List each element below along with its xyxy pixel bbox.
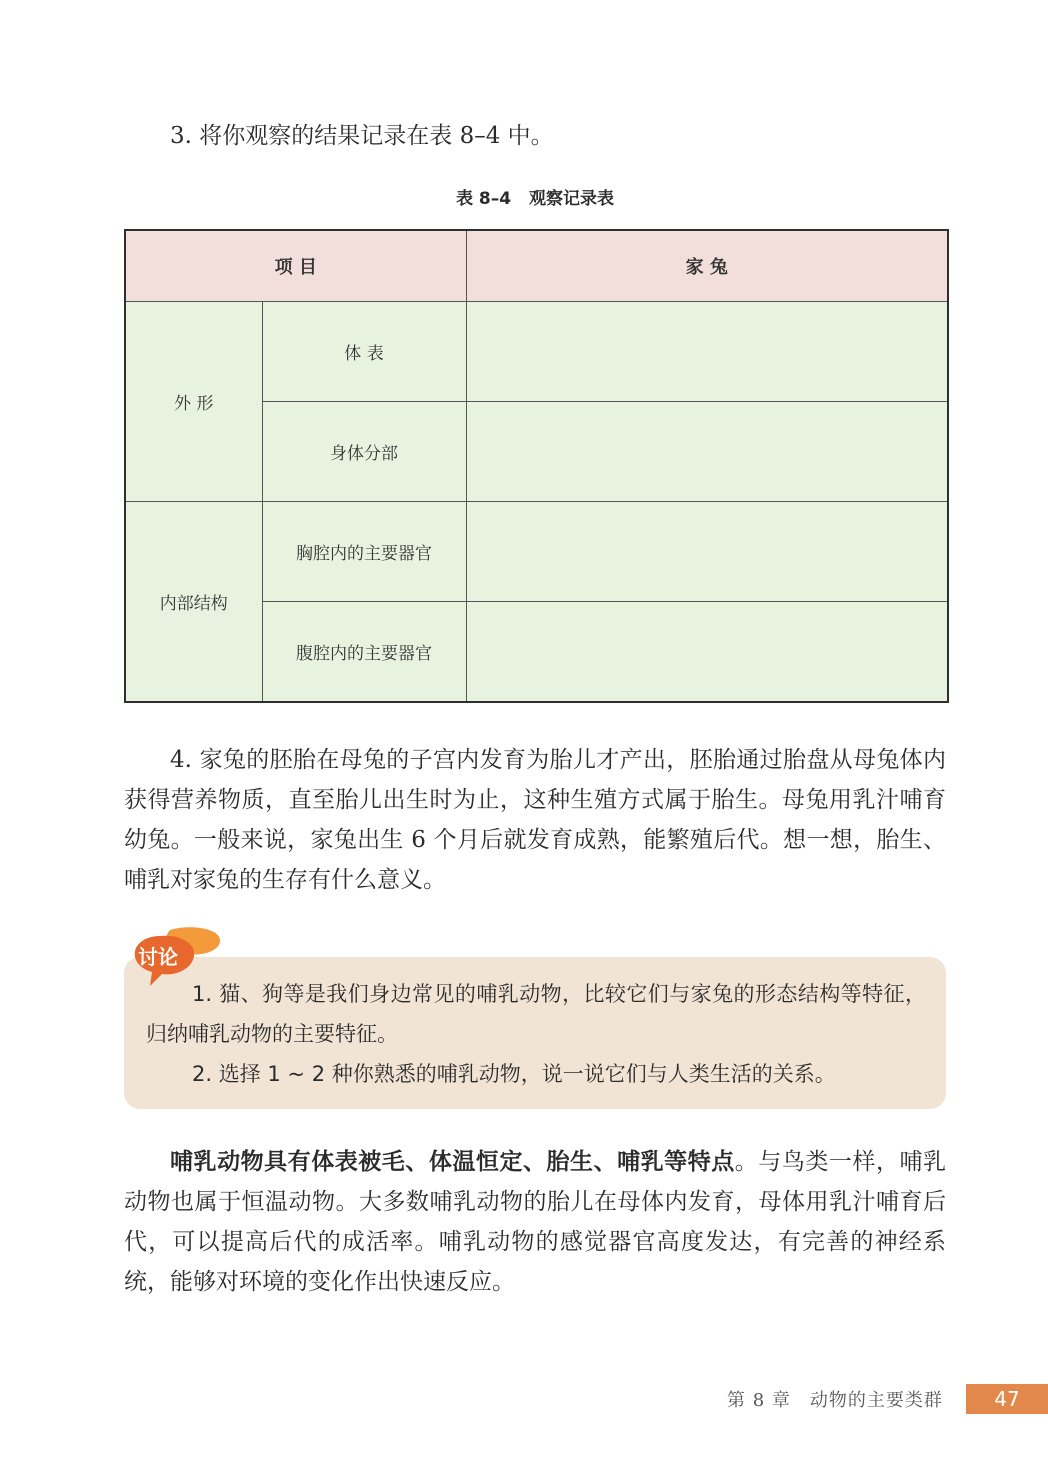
group-internal: 内部结构 <box>125 502 262 702</box>
discussion-question-2: 2. 选择 1 ~ 2 种你熟悉的哺乳动物，说一说它们与人类生活的关系。 <box>192 1062 836 1086</box>
row-body-surface: 体 表 <box>262 302 466 402</box>
group-external: 外 形 <box>125 302 262 502</box>
step-3-text: 3. 将你观察的结果记录在表 8–4 中。 <box>170 123 554 149</box>
cell-body-surface[interactable] <box>466 302 948 402</box>
cell-body-parts[interactable] <box>466 402 948 502</box>
observation-table <box>124 229 949 703</box>
step-4-text: 4. 家兔的胚胎在母兔的子宫内发育为胎儿才产出，胚胎通过胎盘从母兔体内获得营养物质，直至胎儿出生时为止，这种生殖方式属于胎生。母兔用乳汁哺育幼兔。一般来说，家兔出生 6 个月后就发育成熟，能繁殖后代。想一想，胎生、哺乳对家兔的生存有什么意义。 <box>124 747 946 893</box>
table-caption-number: 表 8–4 <box>455 189 512 209</box>
summary-text <box>124 1142 946 1302</box>
discussion-badge-text: 讨论 <box>138 945 178 969</box>
discussion-badge-icon <box>130 926 225 992</box>
summary-bold: 哺乳动物具有体表被毛、体温恒定、胎生、哺乳等特点 <box>170 1149 735 1175</box>
cell-thoracic[interactable] <box>466 502 948 602</box>
discussion-question-1: 1. 猫、狗等是我们身边常见的哺乳动物，比较它们与家兔的形态结构等特征，归纳哺乳动物的主要特征。 <box>146 982 926 1046</box>
header-rabbit: 家 兔 <box>466 230 948 302</box>
header-item: 项 目 <box>125 230 466 302</box>
row-abdominal: 腹腔内的主要器官 <box>262 602 466 702</box>
page-number: 47 <box>966 1384 1048 1414</box>
summary-rest: 。与鸟类一样，哺乳动物也属于恒温动物。大多数哺乳动物的胎儿在母体内发育，母体用乳汁哺育后代，可以提高后代的成活率。哺乳动物的感觉器官高度发达，有完善的神经系统，能够对环境的变化作出快速反应。 <box>124 1149 946 1295</box>
table-caption-title: 观察记录表 <box>529 189 615 209</box>
row-body-parts: 身体分部 <box>262 402 466 502</box>
row-thoracic: 胸腔内的主要器官 <box>262 502 466 602</box>
table-caption <box>0 184 1048 209</box>
footer-chapter: 第 8 章 动物的主要类群 <box>727 1390 943 1411</box>
cell-abdominal[interactable] <box>466 602 948 702</box>
